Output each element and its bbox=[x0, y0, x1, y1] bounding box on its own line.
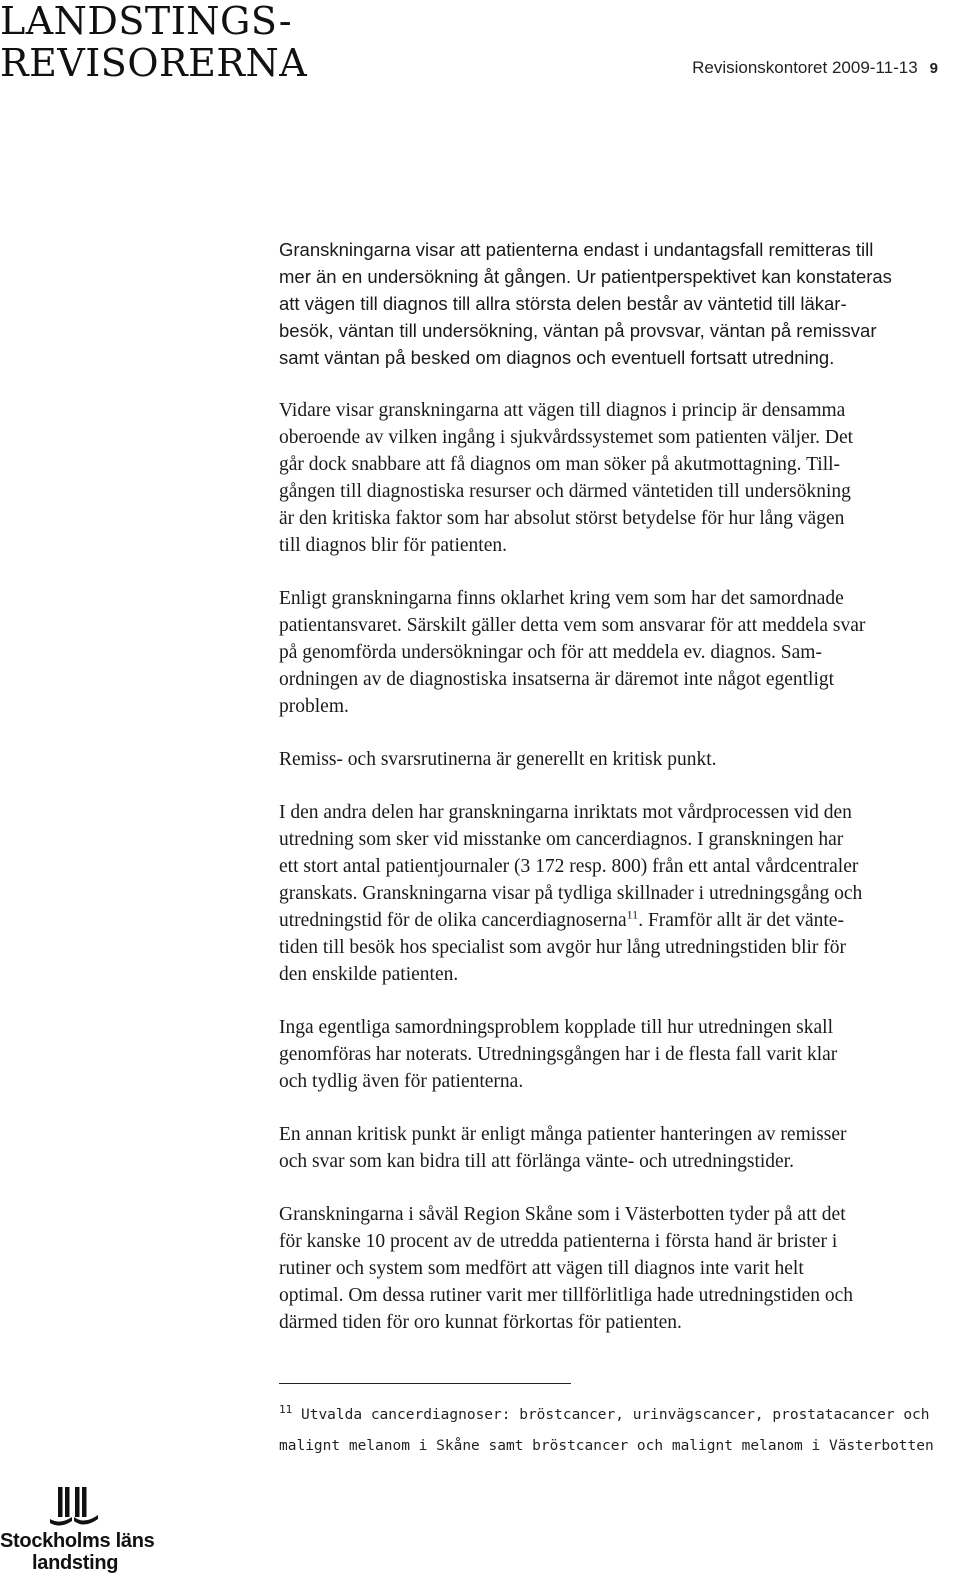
paragraph-line: optimal. Om dessa rutiner varit mer tillförlitliga hade utredningstiden och bbox=[279, 1285, 854, 1306]
stockholms-lans-landsting-logo-icon bbox=[50, 1485, 100, 1529]
paragraph-line: genomföras har noterats. Utredningsgången har i de flesta fall varit klar bbox=[279, 1044, 838, 1065]
footnote-line-text: utredningstid för de olika cancerdiagnoserna bbox=[279, 910, 627, 931]
paragraph-line: ett stort antal patientjournaler (3 172 resp. 800) från ett antal vårdcentraler bbox=[279, 856, 859, 877]
paragraph-line: Remiss- och svarsrutinerna är generellt en kritisk punkt. bbox=[279, 749, 717, 770]
footnote-text: Utvalda cancerdiagnoser: bröstcancer, urinvägscancer, prostatacancer och bbox=[292, 1407, 930, 1423]
paragraph-8 bbox=[279, 1201, 951, 1336]
paragraph-line bbox=[279, 907, 951, 934]
office-date: Revisionskontoret 2009-11-13 bbox=[692, 58, 918, 77]
paragraph-line: utredning som sker vid misstanke om cancerdiagnos. I granskningen har bbox=[279, 829, 844, 850]
paragraph-line: problem. bbox=[279, 696, 349, 717]
paragraph-line: går dock snabbare att få diagnos om man söker på akutmottagning. Till- bbox=[279, 454, 841, 475]
paragraph-7 bbox=[279, 1121, 951, 1175]
wordmark-line-1: Stockholms läns bbox=[0, 1530, 155, 1552]
paragraph-line: oberoende av vilken ingång i sjukvårdssystemet som patienten väljer. Det bbox=[279, 427, 854, 448]
paragraph-line: rutiner och system som medfört att vägen till diagnos inte varit helt bbox=[279, 1258, 804, 1279]
wordmark-line-2: landsting bbox=[32, 1552, 119, 1574]
paragraph-line: mer än en undersökning åt gången. Ur patientperspektivet kan konstateras bbox=[279, 266, 892, 287]
paragraph-line: därmed tiden för oro kunnat förkortas för patienten. bbox=[279, 1312, 682, 1333]
paragraph-4 bbox=[279, 746, 951, 773]
paragraph-2 bbox=[279, 397, 951, 559]
paragraph-line: att vägen till diagnos till allra största delen består av väntetid till läkar- bbox=[279, 293, 847, 314]
footnote-line-text: . Framför allt är det vänte- bbox=[638, 910, 844, 931]
stockholms-lans-landsting-wordmark bbox=[0, 1530, 160, 1574]
paragraph-3 bbox=[279, 585, 951, 720]
paragraph-line: till diagnos blir för patienten. bbox=[279, 535, 507, 556]
paragraph-line: Inga egentliga samordningsproblem kopplade till hur utredningen skall bbox=[279, 1017, 833, 1038]
footnote-number: 11 bbox=[279, 1403, 293, 1417]
page-number: 9 bbox=[929, 60, 938, 77]
footnote-line bbox=[279, 1400, 951, 1431]
paragraph-line: gången till diagnostiska resurser och därmed väntetiden till undersökning bbox=[279, 481, 851, 502]
logo-line-1: LANDSTINGS- bbox=[0, 0, 293, 43]
paragraph-line: för kanske 10 procent av de utredda patienterna i första hand är brister i bbox=[279, 1231, 838, 1252]
paragraph-line: den enskilde patienten. bbox=[279, 964, 459, 985]
paragraph-line: besök, väntan till undersökning, väntan på provsvar, väntan på remissvar bbox=[279, 320, 877, 341]
paragraph-1 bbox=[279, 236, 951, 371]
page-header-meta bbox=[692, 58, 938, 78]
paragraph-line: och svar som kan bidra till att förlänga vänte- och utredningstider. bbox=[279, 1151, 794, 1172]
paragraph-line: Granskningarna visar att patienterna endast i undantagsfall remitteras till bbox=[279, 239, 874, 260]
paragraph-line: I den andra delen har granskningarna inriktats mot vårdprocessen vid den bbox=[279, 802, 852, 823]
footnote-divider bbox=[279, 1383, 571, 1384]
paragraph-line: på genomförda undersökningar och för att meddela ev. diagnos. Sam- bbox=[279, 642, 822, 663]
paragraph-line: och tydlig även för patienterna. bbox=[279, 1071, 524, 1092]
paragraph-line: är den kritiska faktor som har absolut störst betydelse för hur lång vägen bbox=[279, 508, 845, 529]
paragraph-line: ordningen av de diagnostiska insatserna är däremot inte något egentligt bbox=[279, 669, 835, 690]
paragraph-line: Granskningarna i såväl Region Skåne som i Västerbotten tyder på att det bbox=[279, 1204, 846, 1225]
logo-line-2: REVISORERNA bbox=[0, 41, 308, 85]
paragraph-line: samt väntan på besked om diagnos och eventuell fortsatt utredning. bbox=[279, 347, 835, 368]
paragraph-5 bbox=[279, 799, 951, 988]
footnote-line: malignt melanom i Skåne samt bröstcancer och malignt melanom i Västerbotten bbox=[279, 1438, 934, 1454]
paragraph-line: tiden till besök hos specialist som avgör hur lång utredningstiden blir för bbox=[279, 937, 847, 958]
paragraph-line: En annan kritisk punkt är enligt många patienter hanteringen av remisser bbox=[279, 1124, 847, 1145]
paragraph-line: Vidare visar granskningarna att vägen till diagnos i princip är densamma bbox=[279, 400, 846, 421]
paragraph-line: granskats. Granskningarna visar på tydliga skillnader i utredningsgång och bbox=[279, 883, 863, 904]
stockholms-lans-landsting-logo bbox=[0, 1485, 160, 1585]
footnote-reference[interactable]: 11 bbox=[626, 907, 639, 922]
paragraph-6 bbox=[279, 1014, 951, 1095]
landstingsrevisorerna-logo bbox=[0, 0, 307, 84]
paragraph-line: Enligt granskningarna finns oklarhet kring vem som har det samordnade bbox=[279, 588, 844, 609]
body-text bbox=[279, 236, 951, 1362]
footnote bbox=[279, 1400, 951, 1462]
paragraph-line: patientansvaret. Särskilt gäller detta vem som ansvarar för att meddela svar bbox=[279, 615, 866, 636]
